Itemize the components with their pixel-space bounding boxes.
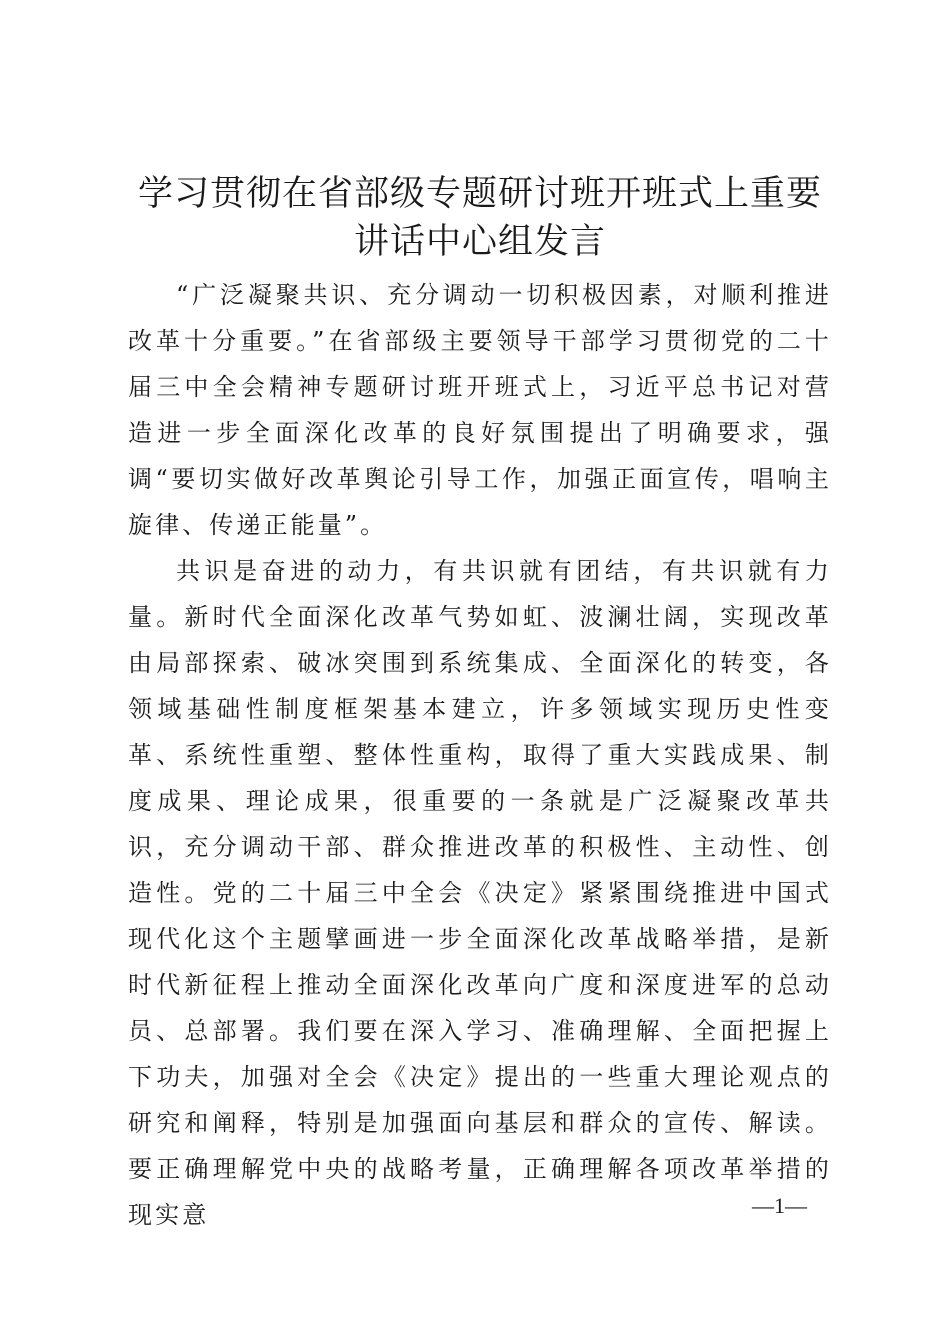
body-paragraph-2: 共识是奋进的动力，有共识就有团结，有共识就有力量。新时代全面深化改革气势如虹、波澜壮阔，实现改革由局部探索、破冰突围到系统集成、全面深化的转变，各领域基础性制度框架基本建立，许多领域实现历史性变革、系统性重塑、整体性重构，取得了重大实践成果、制度成果、理论成果，很重要的一条就是广泛凝聚改革共识，充分调动干部、群众推进改革的积极性、主动性、创造性。党的二十届三中全会《决定》紧紧围绕推进中国式现代化这个主题擘画进一步全面深化改革战略举措，是新时代新征程上推动全面深化改革向广度和深度进军的总动员、总部署。我们要在深入学习、准确理解、全面把握上下功夫，加强对全会《决定》提出的一些重大理论观点的研究和阐释，特别是加强面向基层和群众的宣传、解读。要正确理解党中央的战略考量，正确理解各项改革举措的现实意 [128,557,832,1229]
body-paragraph-1: “广泛凝聚共识、充分调动一切积极因素，对顺利推进改革十分重要。”在省部级主要领导干部学习贯彻党的二十届三中全会精神专题研讨班开班式上，习近平总书记对营造进一步全面深化改革的良好氛围提出了明确要求，强调“要切实做好改革舆论引导工作，加强正面宣传，唱响主旋律、传递正能量”。 [128,281,832,539]
document-title: 学习贯彻在省部级专题研讨班开班式上重要讲话中心组发言 [137,174,822,262]
page-number: —1— [752,1193,807,1218]
document-body [128,272,832,1238]
